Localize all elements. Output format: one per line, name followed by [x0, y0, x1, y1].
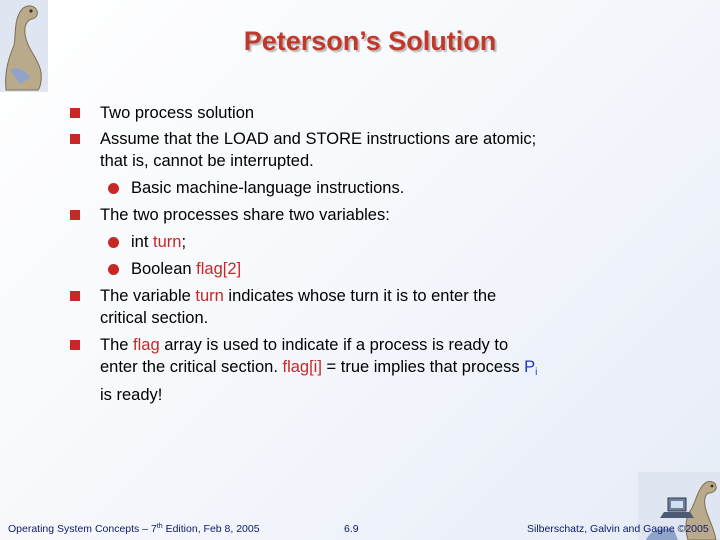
- variable-flag-i: flag[i]: [282, 358, 322, 376]
- bullet-item: [70, 334, 690, 406]
- square-bullet-icon: [70, 340, 80, 350]
- bullet-text: The variable: [100, 287, 196, 305]
- footer-course: [8, 523, 260, 535]
- bullet-text: enter the critical section.: [100, 358, 283, 376]
- bullet-text: The: [100, 336, 134, 354]
- sub-bullet-item: [70, 258, 690, 280]
- bullet-text: indicates whose turn it is to enter the: [223, 287, 497, 305]
- process-subscript: i: [535, 367, 538, 378]
- dinosaur-icon: [0, 0, 48, 92]
- square-bullet-icon: [70, 210, 80, 220]
- bullet-text: Assume that the LOAD and STORE instructions are atomic;: [100, 130, 537, 148]
- variable-flag: flag[2]: [196, 260, 242, 278]
- variable-turn: turn: [153, 233, 182, 251]
- square-bullet-icon: [70, 291, 80, 301]
- sub-bullet-text: int: [131, 233, 154, 251]
- footer-text: Operating System Concepts – 7: [8, 523, 157, 535]
- footer-sup: th: [156, 523, 163, 530]
- footer-copyright: Silberschatz, Galvin and Gagne ©2005: [527, 523, 709, 535]
- bullet-text: array is used to indicate if a process is ready to: [159, 336, 509, 354]
- bullet-text: = true implies that process: [321, 358, 525, 376]
- bullet-list: [70, 102, 690, 406]
- square-bullet-icon: [70, 108, 80, 118]
- bullet-text: The two processes share two variables:: [100, 206, 390, 224]
- round-bullet-icon: [108, 183, 119, 194]
- round-bullet-icon: [108, 264, 119, 275]
- sub-bullet-item: [70, 177, 690, 199]
- variable-flag: flag: [133, 336, 160, 354]
- process-p: P: [524, 358, 536, 376]
- bullet-text: is ready!: [100, 386, 163, 404]
- sub-bullet-item: [70, 231, 690, 253]
- round-bullet-icon: [108, 237, 119, 248]
- bullet-text: Two process solution: [100, 104, 255, 122]
- sub-bullet-text: Basic machine-language instructions.: [131, 179, 405, 197]
- bullet-item: [70, 285, 690, 329]
- bullet-item: [70, 102, 690, 124]
- variable-turn: turn: [195, 287, 224, 305]
- bullet-item: [70, 204, 690, 226]
- bullet-text: critical section.: [100, 309, 209, 327]
- sub-bullet-text: ;: [181, 233, 187, 251]
- bullet-text: that is, cannot be interrupted.: [100, 152, 314, 170]
- slide-title: Peterson’s Solution: [243, 26, 497, 56]
- bullet-item: [70, 128, 690, 172]
- square-bullet-icon: [70, 134, 80, 144]
- footer-text: Edition, Feb 8, 2005: [162, 523, 260, 535]
- sub-bullet-text: Boolean: [131, 260, 197, 278]
- page-number: 6.9: [344, 523, 359, 535]
